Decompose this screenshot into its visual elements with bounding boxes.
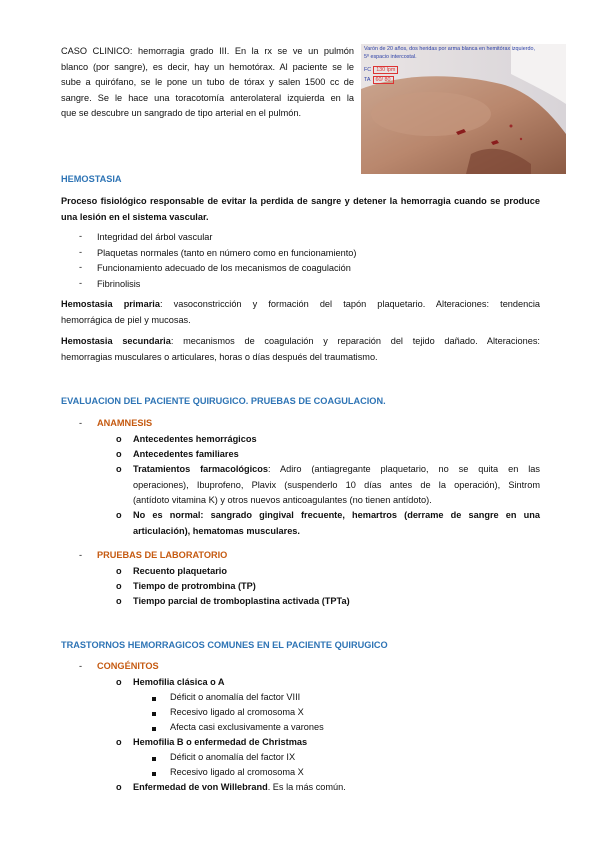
list-circle: o <box>116 434 122 444</box>
list-circle: o <box>116 464 122 474</box>
square-bullet <box>152 712 156 716</box>
hemofilia-a: Hemofilia clásica o A <box>133 677 225 687</box>
hemostasia-secundaria-label: Hemostasia secundaria <box>61 336 171 346</box>
lab-title: PRUEBAS DE LABORATORIO <box>97 550 228 560</box>
anamnesis-item-2: Antecedentes familiares <box>133 449 239 459</box>
case-line-4: sangre. Se le hace una toracotomía anterolateral izquierda en la <box>61 92 354 103</box>
photo-caption-line-2: 5º espacio intercostal. <box>364 54 417 60</box>
hemostasia-item-1: Integridad del árbol vascular <box>97 232 213 242</box>
anamnesis-title: ANAMNESIS <box>97 418 153 428</box>
list-dash: - <box>79 231 83 241</box>
anamnesis-item-4-line-1: No es normal: sangrado gingival frecuente, hemartros (derrame de sangre en una <box>133 510 540 520</box>
list-circle: o <box>116 677 122 687</box>
hemofilia-a-item-3: Afecta casi exclusivamente a varones <box>170 722 324 732</box>
anamnesis-item-4-line-2: articulación), hematomas musculares. <box>133 525 300 536</box>
congenitos-title: CONGÉNITOS <box>97 661 159 671</box>
case-line-5: que se descubre un sangrado de tipo arterial en el pulmón. <box>61 108 302 118</box>
hemofilia-b-item-1: Déficit o anomalía del factor IX <box>170 752 296 762</box>
case-line-3: sube a quirófano, se le pone un tubo de tórax y salen 1500 cc de <box>61 77 354 87</box>
blood-pressure-readout <box>364 76 394 84</box>
anamnesis-item-3-line-1 <box>133 462 540 478</box>
list-circle: o <box>116 596 122 606</box>
lab-item-1: Recuento plaquetario <box>133 566 227 576</box>
list-circle: o <box>116 510 122 520</box>
hemostasia-secundaria-text: : mecanismos de coagulación y reparación del tejido dañado. Alteraciones: <box>170 336 540 346</box>
list-circle: o <box>116 782 122 792</box>
square-bullet <box>152 697 156 701</box>
hemostasia-primaria-line-2: hemorrágica de piel y mucosas. <box>61 314 191 325</box>
willebrand-text: . Es la más común. <box>267 782 346 792</box>
hemostasia-item-4: Fibrinolisis <box>97 279 141 289</box>
tratamientos-label: Tratamientos farmacológicos <box>133 464 269 474</box>
list-dash: - <box>79 661 83 671</box>
hemostasia-item-2: Plaquetas normales (tanto en número como en funcionamiento) <box>97 248 357 258</box>
hemofilia-b: Hemofilia B o enfermedad de Christmas <box>133 737 308 747</box>
clinical-photo <box>361 44 566 174</box>
list-dash: - <box>79 550 83 560</box>
list-circle: o <box>116 566 122 576</box>
hemostasia-primaria-line-1 <box>61 297 540 313</box>
anamnesis-item-1: Antecedentes hemorrágicos <box>133 434 257 444</box>
hemofilia-a-item-2: Recesivo ligado al cromosoma X <box>170 707 304 717</box>
list-circle: o <box>116 737 122 747</box>
fc-value: 130 lpm <box>373 66 398 74</box>
evaluacion-title: EVALUACION DEL PACIENTE QUIRUGICO. PRUEBAS DE COAGULACION. <box>61 396 386 406</box>
tratamientos-text: : Adiro (antiagregante plaquetario, no se quita en las <box>268 464 540 474</box>
hemostasia-primaria-label: Hemostasia primaria <box>61 299 160 309</box>
wound-photo-illustration <box>361 44 566 174</box>
hemostasia-secundaria-line-1 <box>61 334 540 350</box>
hemostasia-def-line-1: Proceso fisiológico responsable de evitar la perdida de sangre y detener la hemorragia cuando se produce <box>61 196 540 206</box>
fc-label: FC <box>364 67 372 73</box>
hemostasia-primaria-text: : vasoconstricción y formación del tapón plaquetario. Alteraciones: tendencia <box>159 299 540 309</box>
list-dash: - <box>79 262 83 272</box>
lab-item-2: Tiempo de protrombina (TP) <box>133 581 256 591</box>
case-line-2: blanco (por sangre), es decir, hay un hemotórax. Al paciente se le <box>61 61 354 72</box>
list-dash: - <box>79 418 83 428</box>
list-circle: o <box>116 449 122 459</box>
square-bullet <box>152 757 156 761</box>
hemostasia-def-line-2: una lesión en el sistema vascular. <box>61 211 209 222</box>
ta-label: TA <box>364 77 371 83</box>
ta-value: 60/ 80 <box>373 76 394 84</box>
heart-rate-readout <box>364 66 398 74</box>
hemostasia-item-3: Funcionamiento adecuado de los mecanismos de coagulación <box>97 263 351 273</box>
list-dash: - <box>79 278 83 288</box>
willebrand-label: Enfermedad de von Willebrand <box>133 782 268 792</box>
anamnesis-item-3-line-3: (antídoto vitamina K) y otros nuevos anticoagulantes (no tienen antídoto). <box>133 495 432 505</box>
square-bullet <box>152 772 156 776</box>
hemostasia-title: HEMOSTASIA <box>61 174 122 184</box>
list-dash: - <box>79 247 83 257</box>
case-line-1: CASO CLINICO: hemorragia grado III. En la rx se ve un pulmón <box>61 46 354 56</box>
photo-caption-line-1: Varón de 20 años, dos heridas por arma blanca en hemitórax izquierdo, <box>364 46 536 52</box>
lab-item-3: Tiempo parcial de tromboplastina activada (TPTa) <box>133 596 350 606</box>
hemofilia-b-item-2: Recesivo ligado al cromosoma X <box>170 767 304 777</box>
hemofilia-a-item-1: Déficit o anomalía del factor VIII <box>170 692 301 702</box>
anamnesis-item-3-line-2: operaciones), Ibuprofeno, Plavix (suspenderlo 10 días antes de la operación), Sintrom <box>133 479 540 490</box>
hemostasia-secundaria-line-2: hemorragias musculares o articulares, horas o días después del traumatismo. <box>61 351 378 362</box>
list-circle: o <box>116 581 122 591</box>
willebrand-line <box>133 780 346 796</box>
square-bullet <box>152 727 156 731</box>
trastornos-title: TRASTORNOS HEMORRAGICOS COMUNES EN EL PACIENTE QUIRUGICO <box>61 640 388 650</box>
